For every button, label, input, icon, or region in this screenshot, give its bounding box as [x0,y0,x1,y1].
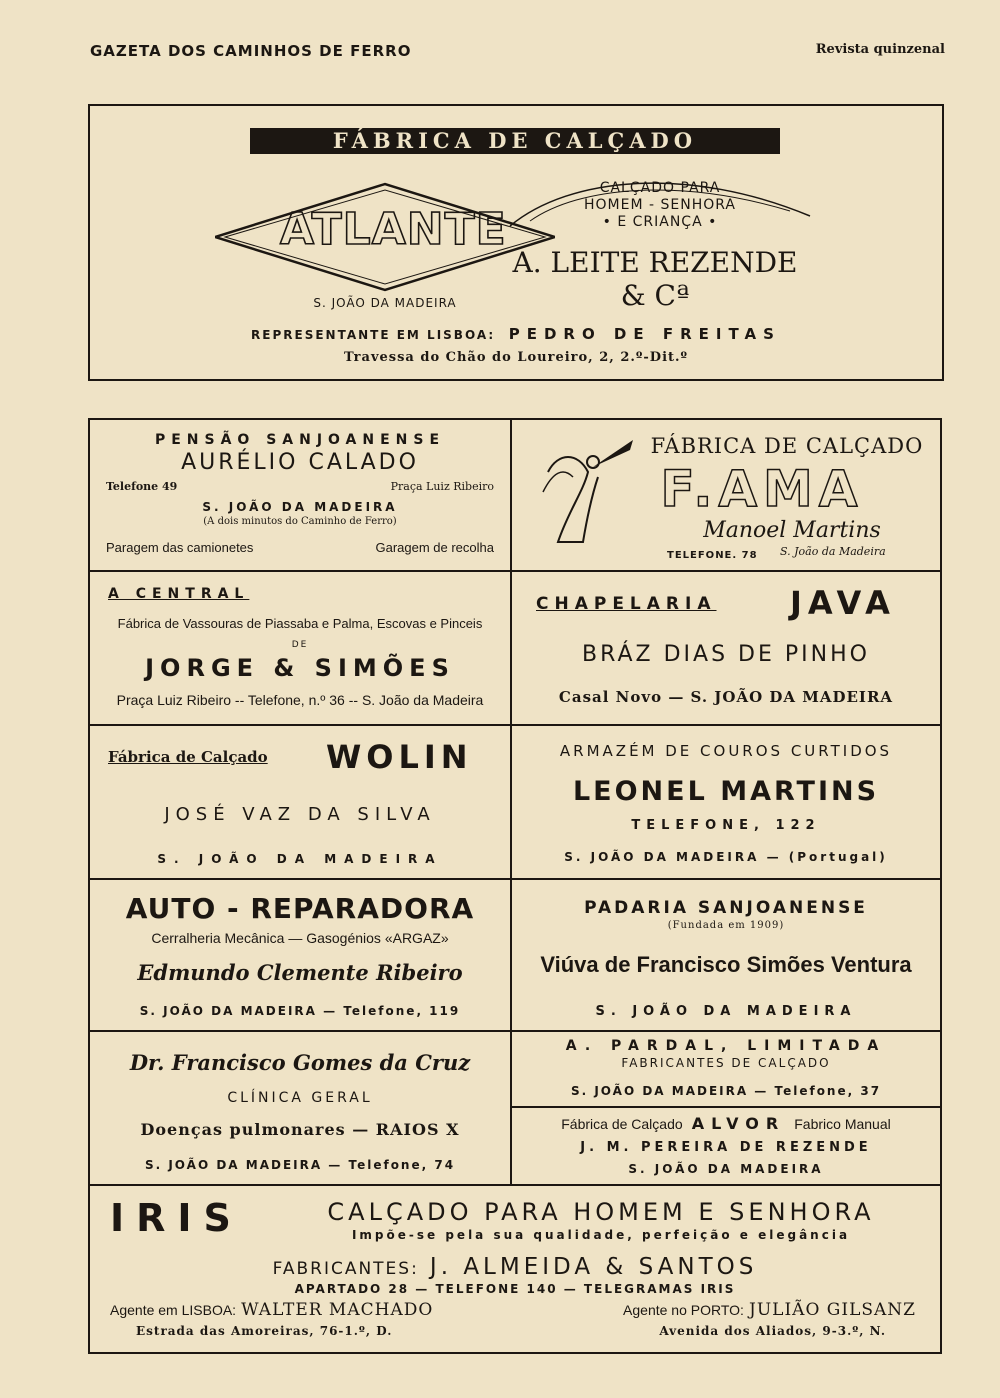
iris-makers-row [90,1254,940,1280]
padaria-name: PADARIA SANJOANENSE [584,898,868,918]
leonel-title: ARMAZÉM DE COUROS CURTIDOS [559,742,893,760]
rep-label: REPRESENTANTE EM LISBOA: [251,328,496,342]
auto-name: AUTO - REPARADORA [125,892,475,925]
padaria-city: S. JOÃO DA MADEIRA [595,1004,857,1019]
pensao-garage: Garagem de recolha [375,540,494,555]
central-ad [88,570,512,726]
java-ad [510,570,942,726]
iris-makers: J. ALMEIDA & SANTOS [429,1254,758,1280]
pensao-phone: Telefone 49 [106,480,178,493]
angel-trumpet-icon [538,432,638,547]
cruz-clinic: CLÍNICA GERAL [227,1090,373,1106]
alvor-name: ALVOR [691,1114,786,1133]
alvor-label: Fábrica de Calçado [561,1116,683,1132]
pensao-square: Praça Luiz Ribeiro [390,480,494,493]
wolin-ad [88,724,512,880]
alvor-manual: Fabrico Manual [794,1116,891,1132]
pensao-bottom-row [106,540,494,555]
fama-line1: FÁBRICA DE CALÇADO [650,434,924,458]
atlante-banner [250,128,780,154]
atlante-logo-text: ATLANTE [280,204,507,255]
auto-city: S. JOÃO DA MADEIRA — Telefone, 119 [139,1004,461,1018]
cruz-city: S. JOÃO DA MADEIRA — Telefone, 74 [144,1158,456,1172]
pensao-bus-stop: Paragem das camionetes [106,540,254,555]
pensao-contact-row [106,480,494,493]
auto-owner: Edmundo Clemente Ribeiro [137,960,463,985]
cruz-desc: Doenças pulmonares — RAIOS X [140,1120,460,1139]
atlante-representative [90,324,942,343]
cruz-name: Dr. Francisco Gomes da Cruz [129,1050,471,1075]
porto-name: JULIÃO GILSANZ [749,1300,916,1320]
pensao-city: S. JOÃO DA MADEIRA [202,500,398,514]
rep-name: PEDRO DE FREITAS [508,325,781,343]
atlante-city: S. JOÃO DA MADEIRA [313,296,457,310]
auto-ad [88,878,512,1032]
atlante-tagline-2: HOMEM - SENHORA [584,197,736,213]
iris-tagline: Impõe-se pela sua qualidade, perfeição e elegância [351,1228,851,1242]
alvor-line1 [512,1114,940,1133]
pardal-sub: FABRICANTES DE CALÇADO [621,1056,831,1070]
wolin-city: S. JOÃO DA MADEIRA [157,852,443,866]
pardal-ad [510,1030,942,1108]
iris-contact: APARTADO 28 — TELEFONE 140 — TELEGRAMAS IRIS [294,1282,736,1296]
iris-ad [88,1184,942,1354]
alvor-city: S. JOÃO DA MADEIRA [628,1162,824,1176]
fama-owner: Manoel Martins [703,518,881,543]
fama-logo: F.AMA [660,460,864,518]
leonel-phone: TELEFONE, 122 [631,818,821,833]
fama-ad [510,418,942,572]
auto-desc: Cerralheria Mecânica — Gasogénios «ARGAZ» [151,930,449,946]
padaria-ad [510,878,942,1032]
atlante-address: Travessa do Chão do Loureiro, 2, 2.º-Dit.º [343,350,689,365]
java-label: CHAPELARIA [536,594,717,614]
central-de: DE [291,640,309,650]
padaria-owner: Viúva de Francisco Simões Ventura [540,952,912,977]
atlante-tagline-3: • E CRIANÇA • [602,214,718,230]
pardal-city: S. JOÃO DA MADEIRA — Telefone, 37 [570,1084,882,1098]
java-name: JAVA [790,584,896,622]
lisboa-label: Agente em LISBOA: [110,1302,237,1318]
alvor-ad [510,1106,942,1186]
wolin-name: WOLIN [326,738,473,776]
java-address: Casal Novo — S. JOÃO DA MADEIRA [558,688,894,706]
lisboa-name: WALTER MACHADO [241,1300,434,1320]
iris-headline: CALÇADO PARA HOMEM E SENHORA [327,1198,875,1226]
java-owner: BRÁZ DIAS DE PINHO [582,642,870,667]
pensao-title: PENSÃO SANJOANENSE [154,432,446,448]
central-desc: Fábrica de Vassouras de Piassaba e Palma, Escovas e Pinceis [117,616,483,631]
leonel-ad [510,724,942,880]
alvor-owner: J. M. PEREIRA DE REZENDE [580,1140,872,1155]
magazine-subtitle: Revista quinzenal [815,42,945,57]
pensao-ad [88,418,512,572]
wolin-owner: JOSÉ VAZ DA SILVA [164,804,436,825]
central-address: Praça Luiz Ribeiro -- Telefone, n.º 36 -- S. João da Madeira [116,692,484,708]
cruz-ad [88,1030,512,1186]
wolin-label: Fábrica de Calçado [108,748,268,766]
atlante-company: A. LEITE REZENDE & Cª [512,246,798,312]
pensao-name: AURÉLIO CALADO [181,450,419,475]
leonel-city: S. JOÃO DA MADEIRA — (Portugal) [564,850,888,864]
porto-address: Avenida dos Aliados, 9-3.º, N. [659,1324,886,1338]
pardal-name: A. PARDAL, LIMITADA [565,1038,887,1054]
padaria-founded: (Fundada em 1909) [667,920,785,931]
lisboa-address: Estrada das Amoreiras, 76-1.º, D. [136,1324,393,1338]
magazine-title: GAZETA DOS CAMINHOS DE FERRO [90,42,412,60]
central-title: A CENTRAL [108,586,250,602]
iris-lisboa-agent [110,1300,433,1320]
pensao-note: (A dois minutos do Caminho de Ferro) [203,516,397,527]
atlante-tagline-1: CALÇADO PARA [599,180,721,196]
iris-makers-label: FABRICANTES: [272,1259,419,1279]
central-name: JORGE & SIMÕES [145,654,455,682]
atlante-banner-text: FÁBRICA DE CALÇADO [332,128,698,153]
porto-label: Agente no PORTO: [623,1302,744,1318]
leonel-name: LEONEL MARTINS [572,776,880,807]
iris-logo: IRIS [110,1196,243,1240]
atlante-ad [88,104,944,381]
fama-phone: TELEFONE. 78 [667,550,758,561]
iris-porto-agent [623,1300,916,1320]
fama-city: S. João da Madeira [780,545,886,558]
